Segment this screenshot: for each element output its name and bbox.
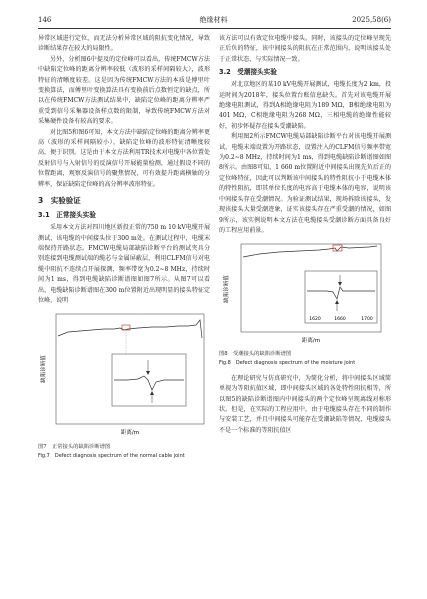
right-column	[219, 34, 391, 436]
inset-tick-label: 1620	[309, 317, 321, 323]
section-heading: 3 实验验证	[38, 196, 81, 206]
inset-tick-label: 1660	[334, 317, 346, 323]
paragraph: 另外，分析图6中提及的定位峰可以看出，传统FMCW方法中缺陷定位峰的距离分辨率较低（波形的采样间隔较大），波形特征的清晰度较差。这是因为传统FMCW方法的本质是傅里叶变换算法，而傅里叶变换算法具有变换前后点数恒定的缺点，所以在传统FMCW方法测试结果中，缺陷定位峰的距离分辨率严重受到信号采集器设备样点数的限制，导致传统FMCW方法对采集硬件设备有较高的要求。	[38, 55, 210, 126]
subsection-heading: 3.1 正常接头实验	[38, 211, 96, 220]
figure-caption: 图7 正常接头的缺陷诊断谱图	[38, 443, 111, 450]
paragraph: 对比图5和图6可知，本文方法中缺陷定位峰的距离分辨率更高（波形的采样间隔较小），缺陷定位峰的波形特征清晰度较高，便于识别。这是由于本文方法利用TR技术对电缆中各位置处反射信号与入射信号的反演信号开展能量检测，通过假设不同的位置距离，观察反演信号的聚焦情况，可有效提升距离横轴的分辨率，保证缺陷定位峰的高分辨率波形特征。	[38, 128, 210, 188]
page-number: 146	[38, 16, 52, 24]
figure-caption-en: Fig.8 Defect diagnosis spectrum of the moisture joint	[219, 359, 356, 366]
figure-7-plot	[38, 310, 210, 438]
y-axis-label: 缺陷诊断值	[41, 355, 47, 384]
left-column	[38, 34, 210, 461]
figure-8-plot	[219, 241, 391, 345]
main-trace	[243, 246, 377, 257]
paragraph: 该方法可以有效定位电缆中接头。同时，该接头的定位峰呈现先正后负的特征，该中间接头的阻抗在正常范围内，说明该接头处于正常状态，与实际情况一致。	[219, 35, 391, 63]
page-header	[0, 14, 427, 26]
x-axis-label: 距离/m	[120, 430, 140, 437]
figure-caption: 图8 受潮接头的缺陷诊断谱图	[219, 350, 292, 357]
inset-tick-label: 1700	[361, 317, 373, 323]
paragraph: 在理论研究与仿真研究中，为简化分析，将中间接头区域简单视为等阻抗值区域，即中间接头区域的各处特性阻抗相等，所以图5的缺陷诊断谱图内中间接头的两个定位峰呈现离线对称形状。但是，在实际的工程应用中，由于电缆接头存在不同的制作与安装工艺，并且中间接头可能存在受潮缺陷等情况，电缆接头不是一个标准的等阻抗值区	[219, 374, 391, 434]
paragraph: 利用图2所示FMCW电缆局部缺陷诊断平台对该电缆开展测试，电缆末端设置为开路状态，设置注入的CLFM信号频率带宽为0.2~8 MHz，持续时间为1 ms，得到电缆缺陷诊断谱图如图8所示。由图8可知，1 660 m位置附近中间接头出现先负后正的定位峰特征，因此可以判断该中间接头的特性阻抗小于电缆本体的特性阻抗，即其单位长度的电容高于电缆本体的电容，说明该中间接头存在受潮情况。为验证测试结果，现场拆除该接头，发现该接头大量受潮迹象，证实该接头存在严重受潮的情况，如图9所示，该实例说明本文方法在电缆接头受潮诊断方面具备良好的工程应用前景。	[219, 133, 391, 234]
paragraph: 异常区域进行定位，而无法分析异常区域的阻抗变化情况，导致诊断结果存在较大的局限性。	[38, 35, 210, 53]
figure-7	[38, 310, 210, 460]
subsection-heading: 3.2 受潮接头实验	[219, 68, 277, 77]
paragraph: 对北京地区的某10 kV电缆开展测试，电缆长度为2 km，投运时间为2018年，接头位置台账信息缺失。首先对该电缆开展绝缘电阻测试，得到A相绝缘电阻为189 MΩ，B相绝缘电阻为401 MΩ，C相绝缘电阻为268 MΩ，三相电缆的绝缘性能较好，初步怀疑存在接头受潮缺陷。	[219, 81, 391, 130]
x-axis-label: 距离/m	[301, 338, 321, 345]
header-rule	[38, 28, 391, 29]
journal-title: 绝缘材料	[199, 16, 228, 24]
y-axis-label: 缺陷诊断值	[224, 275, 230, 304]
figure-8	[219, 241, 391, 367]
journal-issue: 2025,58(6)	[352, 16, 391, 24]
figure-caption-en: Fig.7 Defect diagnosis spectrum of the normal cable joint	[38, 452, 185, 459]
paragraph: 采用本文方法对四川地区新投正常的750 m 10 kV电缆开展测试，该电缆的中间接头位于300 m处。在测试过程中，电缆末端保持开路状态。FMCW电缆局部缺陷诊断平台的测试夹具分别连接到电缆测试端的缆芯与金属屏蔽层，利用CLFM信号对电缆中阻抗不连续点开展探测，频率带宽为0.2~8 MHz，持续时间为1 ms，得到电缆缺陷诊断谱图如图7所示。从图7可以看出，电缆缺陷诊断谱图在300 m位置附近出现明显的接头特征定位峰，说明	[38, 224, 210, 304]
inset-frame	[305, 271, 377, 323]
